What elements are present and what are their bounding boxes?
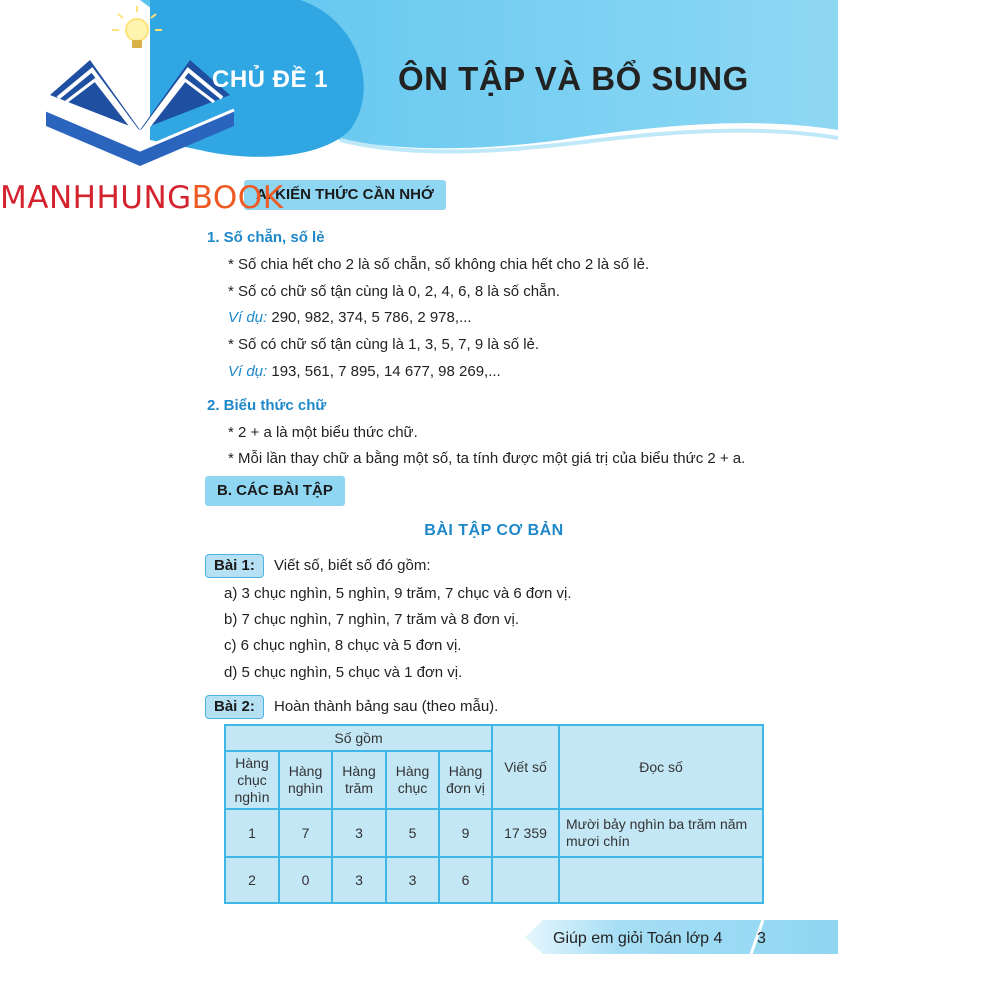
header-viet-so: Viết số <box>492 725 559 809</box>
group-header-so-gom: Số gồm <box>225 725 492 751</box>
header-hang-don-vi: Hàng đơn vị <box>439 751 492 809</box>
sub2-line1: * 2 + a là một biểu thức chữ. <box>228 424 418 441</box>
section-b-subtitle: BÀI TẬP CƠ BẢN <box>424 522 564 539</box>
header-hang-chuc: Hàng chục <box>386 751 439 809</box>
cell-digit: 6 <box>439 857 492 903</box>
bai1-label: Bài 1: <box>205 554 264 578</box>
cell-digit: 3 <box>332 809 386 857</box>
sub1-line3: * Số có chữ số tận cùng là 1, 3, 5, 7, 9 là số lẻ. <box>228 336 540 353</box>
cell-digit: 2 <box>225 857 279 903</box>
cell-digit: 9 <box>439 809 492 857</box>
cell-digit: 0 <box>279 857 332 903</box>
bai2-label: Bài 2: <box>205 695 264 719</box>
header-hang-nghin: Hàng nghìn <box>279 751 332 809</box>
watermark-text <box>0 180 284 216</box>
header-doc-so: Đọc số <box>559 725 763 809</box>
sub1-line2: * Số có chữ số tận cùng là 0, 2, 4, 6, 8 là số chẵn. <box>228 283 560 300</box>
sub1-example1 <box>228 309 472 326</box>
bai1-item-c: c) 6 chục nghìn, 8 chục và 5 đơn vị. <box>224 637 462 654</box>
cell-viet-so: 17 359 <box>492 809 559 857</box>
bai1-item-d: d) 5 chục nghìn, 5 chục và 1 đơn vị. <box>224 664 463 681</box>
watermark-part1: MANHHUNG <box>0 180 192 216</box>
cell-digit: 3 <box>386 857 439 903</box>
header-hang-tram: Hàng trăm <box>332 751 386 809</box>
cell-doc-so: Mười bảy nghìn ba trăm năm mươi chín <box>559 809 763 857</box>
book-logo-icon <box>40 0 240 180</box>
example2-text: 193, 561, 7 895, 14 677, 98 269,... <box>267 363 501 380</box>
cell-digit: 7 <box>279 809 332 857</box>
bai2-prompt: Hoàn thành bảng sau (theo mẫu). <box>274 698 499 715</box>
table-group-header-row <box>225 725 763 751</box>
table-row <box>225 857 763 903</box>
section-b-tab <box>205 476 345 506</box>
cell-viet-so <box>492 857 559 903</box>
cell-digit: 1 <box>225 809 279 857</box>
example1-label: Ví dụ: <box>228 309 268 326</box>
table-row <box>225 809 763 857</box>
section-b-title: B. CÁC BÀI TẬP <box>217 482 333 499</box>
sub2-title: 2. Biểu thức chữ <box>207 397 327 414</box>
example1-text: 290, 982, 374, 5 786, 2 978,... <box>267 309 472 326</box>
bai1-prompt: Viết số, biết số đó gồm: <box>274 557 431 574</box>
sub2-line2: * Mỗi lần thay chữ a bằng một số, ta tính được một giá trị của biểu thức 2 + a. <box>228 450 746 467</box>
section-a-title: A. KIẾN THỨC CẦN NHỚ <box>256 186 434 203</box>
page-number: 3 <box>757 930 766 947</box>
bai1-item-a: a) 3 chục nghìn, 5 nghìn, 9 trăm, 7 chục và 6 đơn vị. <box>224 585 572 602</box>
example2-label: Ví dụ: <box>228 363 268 380</box>
sub1-example2 <box>228 363 501 380</box>
header-hang-chuc-nghin: Hàng chục nghìn <box>225 751 279 809</box>
bai1-item-b: b) 7 chục nghìn, 7 nghìn, 7 trăm và 8 đơn vị. <box>224 611 520 628</box>
number-table <box>224 724 764 904</box>
cell-digit: 3 <box>332 857 386 903</box>
sub1-title: 1. Số chẵn, số lẻ <box>207 229 325 246</box>
footer-book-title: Giúp em giỏi Toán lớp 4 <box>553 930 723 947</box>
watermark-part2: BOOK <box>191 180 284 216</box>
sub1-line1: * Số chia hết cho 2 là số chẵn, số không chia hết cho 2 là số lẻ. <box>228 256 650 273</box>
page-title: ÔN TẬP VÀ BỔ SUNG <box>398 60 749 97</box>
cell-digit: 5 <box>386 809 439 857</box>
topic-label: CHỦ ĐỀ 1 <box>212 66 329 93</box>
cell-doc-so <box>559 857 763 903</box>
